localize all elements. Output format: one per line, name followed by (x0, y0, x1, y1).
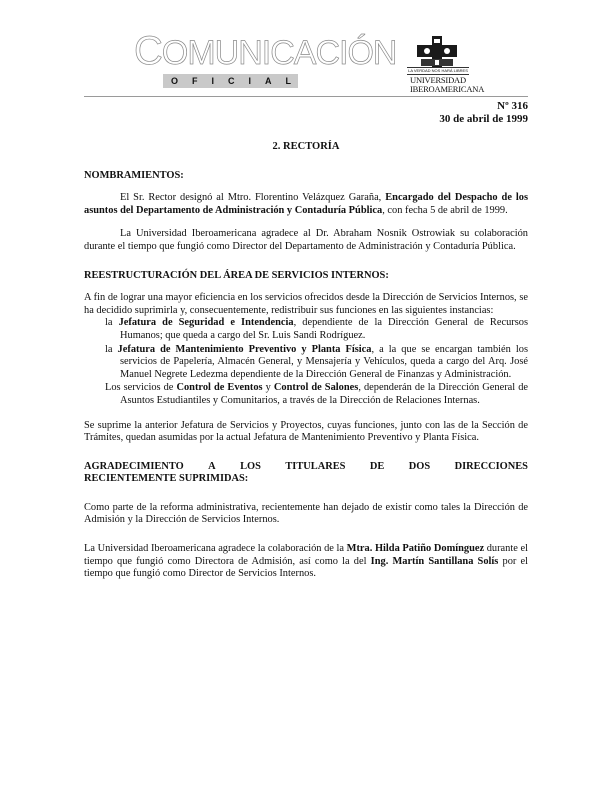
publication-title-initial: C (134, 29, 162, 73)
heading-agradecimiento-line1 (84, 461, 528, 474)
heading-reestructuracion: REESTRUCTURACIÓN DEL ÁREA DE SERVICIOS INTERNOS: (84, 269, 389, 281)
bold-run-position: Encargado del Despacho de los asuntos del Departamento de Administración y Contaduría Pública (84, 192, 528, 216)
university-crest-icon (417, 36, 457, 68)
text-run: la (105, 317, 119, 329)
document-body (84, 141, 528, 592)
text-run: , dependerán de la Dirección General de Asuntos Estudiantiles y Comunitarios, a través de la Dirección de Relaciones Internas. (120, 382, 529, 406)
text-run: por el tiempo que fungió como Director de Servicios Internos. (84, 555, 529, 580)
document-header (0, 0, 612, 125)
heading-word: A (208, 460, 216, 472)
section-title: 2. RECTORÍA (272, 141, 340, 152)
header-divider (84, 96, 528, 97)
paragraph-nombramiento-1 (84, 192, 528, 217)
list-item (84, 317, 528, 342)
bold-run-jefatura-seguridad: Jefatura de Seguridad e Intendencia (118, 317, 294, 329)
text-run: durante el tiempo que fungió como Directora de Admisión, así como la del (84, 543, 528, 567)
paragraph-agradecimiento-1: Como parte de la reforma administrativa, recientemente han dejado de existir como tales la Dirección de Admisión y la Dirección de Servicios Internos. (84, 501, 528, 526)
heading-word: DOS (408, 460, 431, 472)
text-run: la (105, 343, 118, 355)
heading-word: DE (369, 460, 385, 472)
bold-run-control-eventos: Control de Eventos (176, 382, 263, 394)
text-run: y (262, 382, 274, 394)
heading-agradecimiento-line2: RECIENTEMENTE SUPRIMIDAS: (84, 473, 249, 485)
text-run: La Universidad Iberoamericana agradece la colaboración de la (84, 543, 347, 555)
text-run: Los servicios de (105, 382, 177, 394)
publication-title-logo (134, 29, 397, 73)
paragraph-agradecimiento-2 (84, 543, 528, 581)
paragraph-nombramiento-2: La Universidad Iberoamericana agradece al Dr. Abraham Nosnik Ostrowiak su colaboración durante el tiempo que fungió como Director del Departamento de Administración y Contaduría Pública. (84, 228, 528, 252)
issue-date: 30 de abril de 1999 (439, 113, 528, 125)
text-run: , dependiente de la Dirección General de Recursos Humanos; que queda a cargo del Sr. Luis Sandi Rodríguez. (120, 317, 529, 341)
text-run: El Sr. Rector designó al Mtro. Florentino Velázquez Garaña, (120, 192, 386, 204)
publication-title-text: OMUNICACIÓN (161, 34, 397, 72)
issue-meta (439, 100, 528, 126)
list-item (84, 382, 528, 407)
publication-subtitle: OFICIAL (163, 74, 298, 88)
heading-word: TITULARES (285, 460, 346, 472)
bold-run-hilda-patino: Mtra. Hilda Patiño Domínguez (346, 543, 485, 555)
bold-run-control-salones: Control de Salones (273, 382, 359, 394)
heading-word: DIRECCIONES (454, 460, 528, 472)
bold-run-jefatura-mantenimiento: Jefatura de Mantenimiento Preventivo y Planta Física (117, 343, 372, 355)
heading-word: LOS (240, 460, 261, 472)
text-run: , a la que se encargan también los servicios de Papelería, Almacén General, y Mensajería y Vehículos, queda a cargo del Arq. José Manuel Negrete Ledezma dependiente de la Dirección General de Finanzas y Administración. (120, 343, 528, 380)
heading-nombramientos: NOMBRAMIENTOS: (84, 169, 184, 181)
heading-agradecimiento (84, 461, 528, 486)
heading-word: AGRADECIMIENTO (84, 460, 184, 472)
paragraph-reestructuracion-closing: Se suprime la anterior Jefatura de Servicios y Proyectos, cuyas funciones, junto con las de la Sección de Trámites, quedan asumidas por la actual Jefatura de Mantenimiento Preventivo y Planta Física. (84, 419, 528, 444)
bold-run-martin-santillana: Ing. Martín Santillana Solís (370, 555, 499, 567)
university-motto: LA VERDAD NOS HARÁ LIBRES (408, 68, 468, 73)
paragraph-reestructuracion-intro: A fin de lograr una mayor eficiencia en los servicios ofrecidos desde la Dirección de Servicios Internos, se ha decidido suprimirla y, consecuentemente, redistribuir sus funciones en las siguientes instancias: (84, 292, 528, 316)
instancias-list (84, 317, 528, 407)
university-name (410, 76, 484, 94)
text-run: , con fecha 5 de abril de 1999. (382, 204, 508, 216)
list-item (84, 344, 528, 382)
university-name-line2: IBEROAMERICANA (410, 84, 485, 94)
issue-number: Nº 316 (497, 100, 528, 112)
university-name-line1: UNIVERSIDAD (410, 75, 466, 85)
